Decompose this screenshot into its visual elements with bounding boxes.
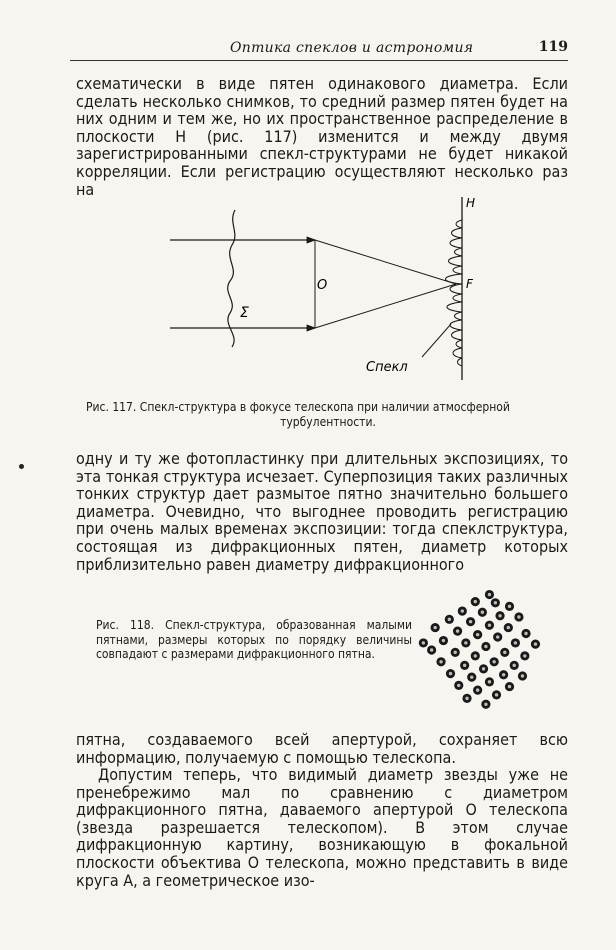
figure-118-caption: Рис. 118. Спекл-структура, образованная малыми пятнами, размеры которых по порядку величины совпадают с размерами дифракционного пятна. <box>96 618 412 661</box>
figure-117-caption-continuation: турбулентности. <box>280 415 376 429</box>
speckle-spot <box>451 648 460 657</box>
focus-label: F <box>466 277 473 291</box>
speckle-spot <box>514 612 523 621</box>
figure-117-diagram <box>160 185 490 385</box>
aperture-label: O <box>317 278 328 293</box>
speckle-spot <box>490 657 499 666</box>
speckle-spot <box>521 629 530 638</box>
speckle-spot <box>481 700 490 709</box>
speckle-spot <box>473 686 482 695</box>
speckle-spot <box>473 630 482 639</box>
speckle-spot <box>439 636 448 645</box>
turbulent-wavefront <box>228 210 235 347</box>
speckle-spot <box>504 623 513 632</box>
speckle-spot <box>493 632 502 641</box>
speckle-pointer <box>422 324 451 357</box>
speckle-spot <box>478 608 487 617</box>
speckle-spot <box>431 623 440 632</box>
speckle-spot <box>500 648 509 657</box>
paragraph-2: одну и ту же фотопластинку при длительных экспозициях, то эта тонкая структура исчезает. Суперпозиция таких различных тонких структур дает размытое пятно значительно большего диаметра. Очевидно, что выгоднее проводить регистрацию при очень малых временах экспозиции: тогда спеклструктура, состоящая из дифракционных пятен, диаметр которых приблизительно равен диаметру дифракционного <box>76 449 568 574</box>
speckle-spot <box>479 664 488 673</box>
speckle-spot <box>518 671 527 680</box>
speckle-spot <box>520 651 529 660</box>
paragraph-1: схематически в виде пятен одинакового диаметра. Если сделать несколько снимков, то средний размер пятен будет на них одним и тем же, но их пространственное распределение в плоскости H (рис. 117) изменится и между двумя зарегистрированными спекл-структурами не будет никакой корреляции. Если регистрацию осуществляют несколько раз на <box>76 74 568 199</box>
page-number: 119 <box>538 39 568 55</box>
speckle-spot <box>481 642 490 651</box>
speckle-spot <box>531 640 540 649</box>
speckle-spot <box>511 638 520 647</box>
speckle-spot <box>495 611 504 620</box>
speckle-spot <box>466 617 475 626</box>
figure-117-caption-text: Спекл-структура в фокусе телескопа при наличии атмосферной <box>139 400 510 414</box>
speckle-spot <box>471 651 480 660</box>
speckle-spot <box>460 661 469 670</box>
speckle-spot <box>499 670 508 679</box>
speckle-spot <box>485 590 494 599</box>
paragraph-4: Допустим теперь, что видимый диаметр звезды уже не пренебрежимо мал по сравнению с диаметром дифракционного пятна, даваемого апертурой O телескопа (звезда разрешается телескопом). В этом случае дифракционную картину, возникающую в фокальной плоскости объектива O телескопа, можно представить в виде круга A, а геометрическое изо- <box>76 765 568 890</box>
speckle-spot <box>492 690 501 699</box>
speckle-spot <box>458 606 467 615</box>
speckle-spot <box>510 661 519 670</box>
paragraph-3: пятна, создаваемого всей апертурой, сохраняет всю информацию, получаемую с помощью телескопа. <box>76 730 568 767</box>
speckle-spot <box>485 621 494 630</box>
figure-117-caption <box>86 400 570 430</box>
running-header <box>70 38 568 61</box>
speckle-spot <box>446 669 455 678</box>
speckle-spot <box>419 638 428 647</box>
speckle-spot <box>427 645 436 654</box>
speckle-spot <box>461 638 470 647</box>
figure-117-caption-label: Рис. 117. <box>86 400 137 414</box>
speckle-spot <box>467 673 476 682</box>
image-plane-label: H <box>466 196 476 210</box>
speckle-spot <box>453 627 462 636</box>
speckle-spot <box>505 682 514 691</box>
speckle-spot <box>462 694 471 703</box>
speckle-label: Спекл <box>366 360 408 375</box>
figure-118-speckle-pattern <box>415 585 545 715</box>
speckle-intensity-profile <box>446 220 463 366</box>
speckle-spot <box>505 602 514 611</box>
speckle-spot <box>445 615 454 624</box>
speckle-spot <box>471 597 480 606</box>
running-title: Оптика спеклов и астрономия <box>230 40 474 56</box>
speckle-spot <box>491 598 500 607</box>
speckle-spot <box>454 681 463 690</box>
converging-ray-top <box>315 240 456 284</box>
margin-mark <box>19 464 24 469</box>
sigma-label: Σ <box>240 305 249 321</box>
converging-ray-bottom <box>315 284 456 328</box>
speckle-spot <box>436 657 445 666</box>
speckle-spot <box>485 677 494 686</box>
